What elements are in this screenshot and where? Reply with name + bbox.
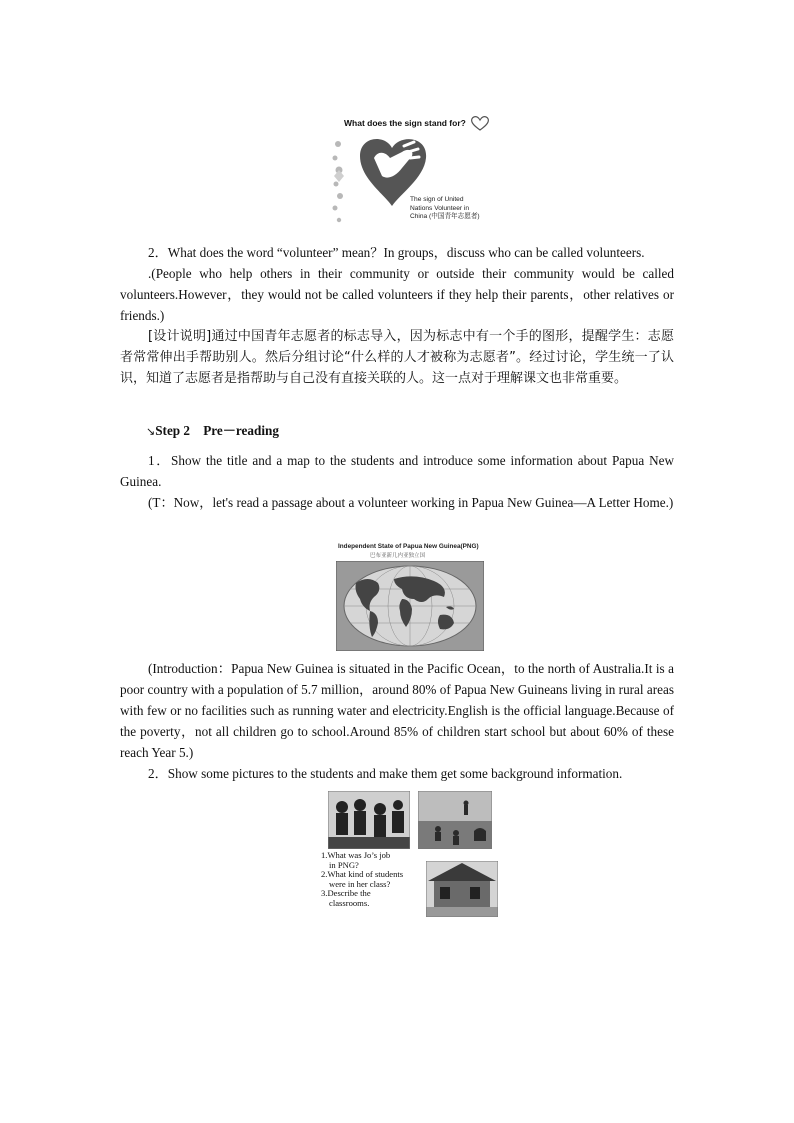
png-introduction: (Introduction：Papua New Guinea is situated in the Pacific Ocean，to the north of Australia.It is a poor country with a population of 5.7 million，around 80% of Papua New Guineans living in rural areas with few or no facilities such as running water and electricity.English is the official language.Because of the poverty，not all children go to school.Around 85% of children start school but about 60% of these reach Year 5.)	[120, 661, 674, 760]
classroom-photo-image	[426, 861, 498, 917]
picture-question-line: classrooms.	[329, 897, 370, 908]
sign-caption-line: China (中国青年志愿者)	[410, 213, 480, 221]
background-pictures-figure	[320, 787, 500, 919]
world-map-graphic	[336, 561, 484, 651]
png-map-figure	[336, 543, 484, 653]
small-heart-icon	[472, 117, 489, 130]
question-2: 2．What does the word “volunteer” mean？In groups，discuss who can be called volunteers.	[148, 245, 645, 260]
step-2-item-1: 1．Show the title and a map to the students and introduce some information about Papua New Guinea.	[120, 453, 674, 489]
question-2-answer: .(People who help others in their community or outside their community would be called volunteers.However，they would not be called volunteers if they help their parents，other relatives or friends.)	[120, 266, 674, 323]
step-2-heading-text: Step 2 Pre－reading	[155, 423, 279, 438]
step-2-heading	[146, 420, 700, 443]
picture-question-line: were in her class?	[329, 878, 391, 889]
map-title: Independent State of Papua New Guinea(PNG)	[338, 543, 479, 550]
design-note: [设计说明]通过中国青年志愿者的标志导入，因为标志中有一个手的图形，提醒学生：志愿者常常伸出手帮助别人。然后分组讨论“什么样的人才被称为志愿者”。经过讨论，学生统一了认识，知道了志愿者是指帮助与自己没有直接关联的人。这一点对于理解课文也非常重要。	[120, 329, 674, 386]
picture-question-line: 1.What was Jo’s job	[321, 850, 391, 860]
sign-caption-line: The sign of United	[410, 196, 464, 203]
picture-questions	[321, 851, 431, 909]
sign-caption	[410, 196, 500, 222]
map-subtitle: 巴布亚新几内亚独立国	[370, 553, 426, 559]
picture-question-line: 2.What kind of students	[321, 869, 404, 880]
volunteer-sign-figure	[330, 106, 500, 228]
floral-decoration-icon	[333, 141, 345, 222]
field-photo-image	[418, 791, 492, 849]
step-2-item-2: 2．Show some pictures to the students and make them get some background information.	[148, 766, 623, 781]
sign-caption-line: Nations Volunteer in	[410, 204, 470, 212]
picture-question-line: 3.Describe the	[321, 888, 371, 899]
teacher-line: (T：Now，let's read a passage about a volunteer working in Papua New Guinea—A Letter Home.)	[148, 495, 674, 510]
picture-question-line: in PNG?	[329, 859, 359, 870]
sign-question: What does the sign stand for?	[344, 118, 466, 128]
class-photo-image	[328, 791, 410, 849]
step-marker-icon: ↘	[146, 426, 156, 438]
